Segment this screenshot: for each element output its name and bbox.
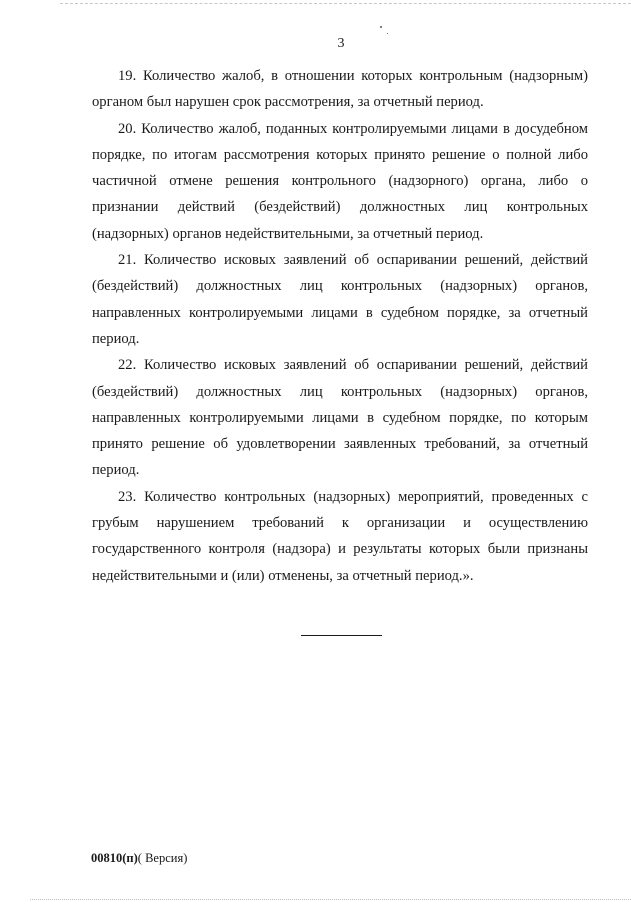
end-separator-line <box>301 635 382 636</box>
scan-edge-bottom <box>30 899 631 900</box>
document-body <box>92 63 588 589</box>
scan-speck <box>387 33 388 34</box>
paragraph-23: 23. Количество контрольных (надзорных) мероприятий, проведенных с грубым нарушением требований к организации и осуществлению государственного контроля (надзора) и результаты которых были признаны недействительными и (или) отменены, за отчетный период.». <box>92 488 588 584</box>
paragraph-22: 22. Количество исковых заявлений об оспаривании решений, действий (бездействий) должностных лиц контрольных (надзорных) органов, направленных контролируемыми лицами в судебном порядке, по которым принято решение об удовлетворении заявленных требований, за отчетный период. <box>92 357 588 479</box>
paragraph-20: 20. Количество жалоб, поданных контролируемыми лицами в досудебном порядке, по итогам рассмотрения которых принято решение о полной либо частичной отмене решения контрольного (надзорного) органа, либо о признании действий (бездействий) должностных лиц контрольных (надзорных) органов недействительными, за отчетный период. <box>92 120 588 242</box>
page-number: 3 <box>337 36 345 51</box>
paragraph-19: 19. Количество жалоб, в отношении которых контрольным (надзорным) органом был нарушен срок рассмотрения, за отчетный период. <box>92 68 588 111</box>
document-version: ( Версия) <box>137 851 188 865</box>
document-code: 00810(п) <box>91 851 138 865</box>
document-footer <box>91 851 187 866</box>
paragraph-21: 21. Количество исковых заявлений об оспаривании решений, действий (бездействий) должностных лиц контрольных (надзорных) органов, направленных контролируемыми лицами в судебном порядке, за отчетный период. <box>92 252 588 347</box>
scan-edge-top <box>60 3 631 4</box>
scan-speck <box>380 26 382 28</box>
